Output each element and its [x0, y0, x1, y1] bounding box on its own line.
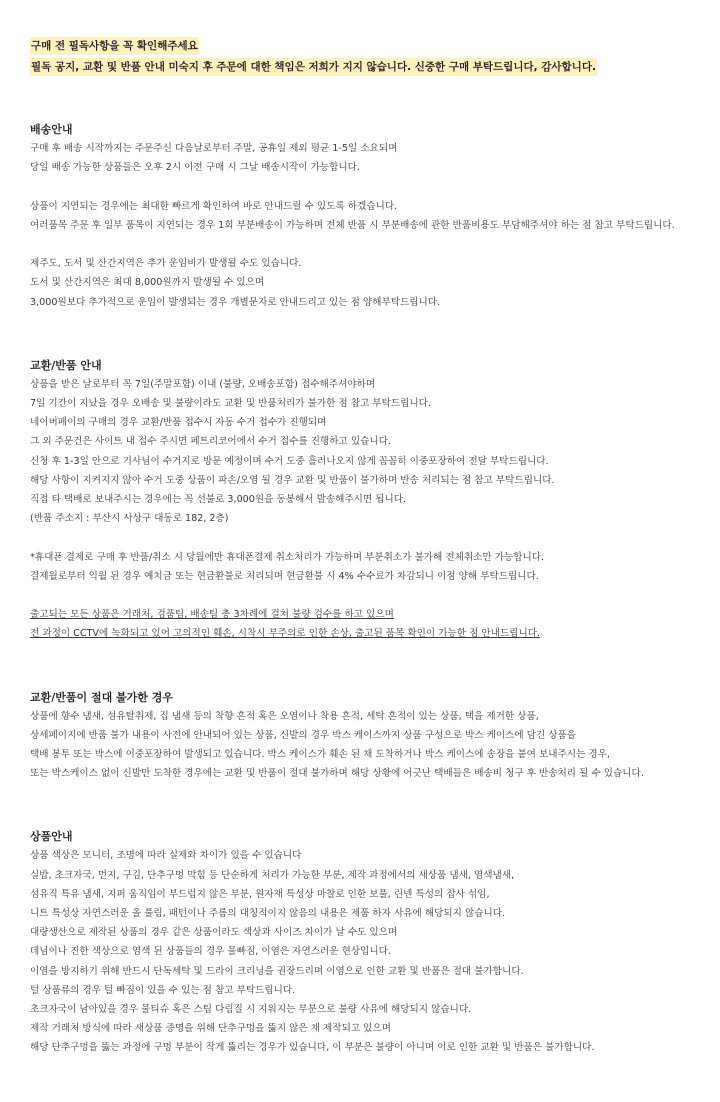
exchange-underlined-lines [30, 605, 710, 643]
notice-page [30, 34, 710, 1102]
impossible-title: 교환/반품이 절대 불가한 경우 [30, 690, 174, 704]
blank-line [30, 177, 710, 196]
text-line: 상세페이지에 반품 불가 내용이 사전에 안내되어 있는 상품, 신발의 경우 박스 케이스까지 상품 구성으로 박스 케이스에 담긴 상품을 [30, 729, 577, 741]
text-line: 털 상품류의 경우 털 빠짐이 있을 수 있는 점 참고 부탁드립니다. [30, 984, 296, 996]
text-line: *휴대폰 결제로 구매 후 반품/취소 시 당월에만 휴대폰결제 취소처리가 가능하며 부분취소가 불가해 전체취소만 가능합니다. [30, 551, 545, 563]
text-line: 제주도, 도서 및 산간지역은 추가 운임비가 발생될 수도 있습니다. [30, 258, 302, 270]
blank-line [30, 586, 710, 605]
text-line: 3,000원보다 추가적으로 운임이 발생되는 경우 개별문자로 안내드리고 있는 점 양해부탁드립니다. [30, 296, 441, 308]
text-line: 네이버페이의 구매의 경우 교환/반품 접수시 자동 수거 접수가 진행되며 [30, 417, 327, 429]
exchange-title: 교환/반품 안내 [30, 358, 102, 372]
shipping-section [30, 120, 710, 312]
underlined-text: 출고되는 모든 상품은 거래처, 검품팀, 배송팀 총 3차례에 걸쳐 불량 검수를 하고 있으며 [30, 609, 394, 621]
text-line: 초크자국이 남아있을 경우 물티슈 혹은 스팀 다림질 시 지워지는 부분으로 불량 사유에 해당되지 않습니다. [30, 1004, 472, 1016]
underlined-text-line [30, 624, 710, 643]
text-line: 그 외 주문건은 사이트 내 접수 주시면 페트리코어에서 수거 접수를 진행하고 있습니다. [30, 436, 391, 448]
underlined-text: 전 과정이 CCTV에 녹화되고 있어 고의적인 훼손, 시착시 부주의로 인한 손상, 출고된 품목 확인이 가능한 점 안내드립니다. [30, 628, 541, 640]
product-title: 상품안내 [30, 830, 73, 844]
notice-warning: 필독 공지, 교환 및 반품 안내 미숙지 후 주문에 대한 책임은 저희가 지지 않습니다. 신중한 구매 부탁드립니다, 감사합니다. [30, 58, 597, 76]
text-line: 대량생산으로 제작된 상품의 경우 같은 상품이라도 색상과 사이즈 차이가 날 수도 있으며 [30, 927, 398, 939]
text-line: 상품이 지연되는 경우에는 최대한 빠르게 확인하여 바로 안내드릴 수 있도록 하겠습니다. [30, 200, 398, 212]
text-line: 결제월로부터 익월 된 경우 예치금 또는 현금환불로 처리되며 현금환불 시 4% 수수료가 차감되니 이점 양해 부탁드립니다. [30, 570, 539, 582]
exchange-lines [30, 375, 710, 605]
text-line: 실밥, 초크자국, 먼지, 구김, 단추구멍 막힘 등 단순하게 처리가 가능한 부분, 제작 과정에서의 새상품 냄새, 염색냄새, [30, 869, 515, 881]
product-section [30, 827, 710, 1057]
shipping-title: 배송안내 [30, 123, 73, 136]
text-line: 또는 박스케이스 없이 신발만 도착한 경우에는 교환 및 반품이 절대 불가하며 해당 상황에 어긋난 택배들은 배송비 청구 후 반송처리 될 수 있습니다. [30, 768, 644, 780]
text-line: 7일 기간이 지났을 경우 오배송 및 불량이라도 교환 및 반품처리가 불가한 점 참고 부탁드립니다. [30, 398, 431, 409]
text-line: 섬유직 특유 냄새, 지퍼 움직임이 부드럽지 않은 부분, 원자재 특성상 마찰로 인한 보풀, 린넨 특성의 잡사 섞임, [30, 888, 490, 900]
blank-line [30, 235, 710, 254]
product-lines [30, 846, 710, 1057]
text-line: 해당 사항이 지켜지지 않아 수거 도중 상품이 파손/오염 될 경우 교환 및 반품이 불가하며 반송 처리되는 점 참고 부탁드립니다. [30, 474, 555, 486]
text-line: 데님이나 진한 색상으로 염색 된 상품들의 경우 물빠짐, 이염은 자연스러운 현상입니다. [30, 946, 391, 958]
underlined-text-line [30, 605, 710, 624]
shipping-lines [30, 139, 710, 312]
text-line: 당일 배송 가능한 상품들은 오후 2시 이전 구매 시 그날 배송시작이 가능합니다. [30, 162, 360, 174]
exchange-section [30, 356, 710, 644]
text-line: 상품 색상은 모니터, 조명에 따라 실제와 차이가 있을 수 있습니다 [30, 850, 302, 862]
text-line: 구매 후 배송 시작까지는 주문주신 다음날로부터 주말, 공휴일 제외 평균 1-5일 소요되며 [30, 143, 398, 154]
text-line: 상품에 향수 냄새, 섬유탈취제, 집 냄새 등의 착향 흔적 혹은 오염이나 착용 흔적, 세탁 흔적이 있는 상품, 택을 제거한 상품, [30, 710, 539, 722]
text-line: 도서 및 산간지역은 최대 8,000원까지 발생될 수 있으며 [30, 277, 265, 289]
text-line: 이염을 방지하기 위해 반드시 단독세탁 및 드라이 크리닝을 권장드리며 이염으로 인한 교환 및 반품은 절대 불가합니다. [30, 965, 524, 977]
text-line: (반품 주소지 : 부산시 사상구 대동로 182, 2층) [30, 513, 229, 525]
notice-heading: 구매 전 필독사항을 꼭 확인해주세요 [30, 37, 199, 55]
blank-line [30, 528, 710, 547]
text-line: 상품을 받은 날로부터 꼭 7일(주말포함) 이내 (불량, 오배송포함) 접수해주셔야하며 [30, 378, 376, 390]
impossible-section [30, 688, 710, 784]
impossible-lines [30, 707, 710, 784]
text-line: 해당 단추구멍을 뚫는 과정에 구멍 부분이 작게 뚫리는 경우가 있습니다, 이 부분은 불량이 아니며 이로 인한 교환 및 반품은 불가합니다. [30, 1042, 595, 1054]
purchase-notice [30, 34, 710, 76]
text-line: 직접 타 택배로 보내주시는 경우에는 꼭 선불로 3,000원을 동봉해서 발송해주시면 됩니다. [30, 494, 407, 506]
text-line: 택배 봉투 또는 박스에 이중포장하여 발생되고 있습니다. 박스 케이스가 훼손 된 채 도착하거나 박스 케이스에 송장을 붙여 보내주시는 경우, [30, 749, 610, 761]
text-line: 제작 거래처 방식에 따라 새상품 증명을 위해 단추구멍을 뚫지 않은 채 제작되고 있으며 [30, 1023, 391, 1035]
text-line: 신청 후 1-3일 안으로 기사님이 수거지로 방문 예정이며 수거 도중 흘러나오지 않게 꼼꼼히 이중포장하여 전달 부탁드립니다. [30, 455, 549, 467]
text-line: 여러품목 주문 후 일부 품목이 지연되는 경우 1회 부분배송이 가능하며 전체 반품 시 부분배송에 관한 반품비용도 부담해주셔야 하는 점 참고 부탁드립니다. [30, 219, 675, 231]
text-line: 니트 특성상 자연스러운 올 풀림, 패턴이나 주름의 대칭적이지 않음의 내용은 제품 하자 사유에 해당되지 않습니다. [30, 908, 506, 920]
